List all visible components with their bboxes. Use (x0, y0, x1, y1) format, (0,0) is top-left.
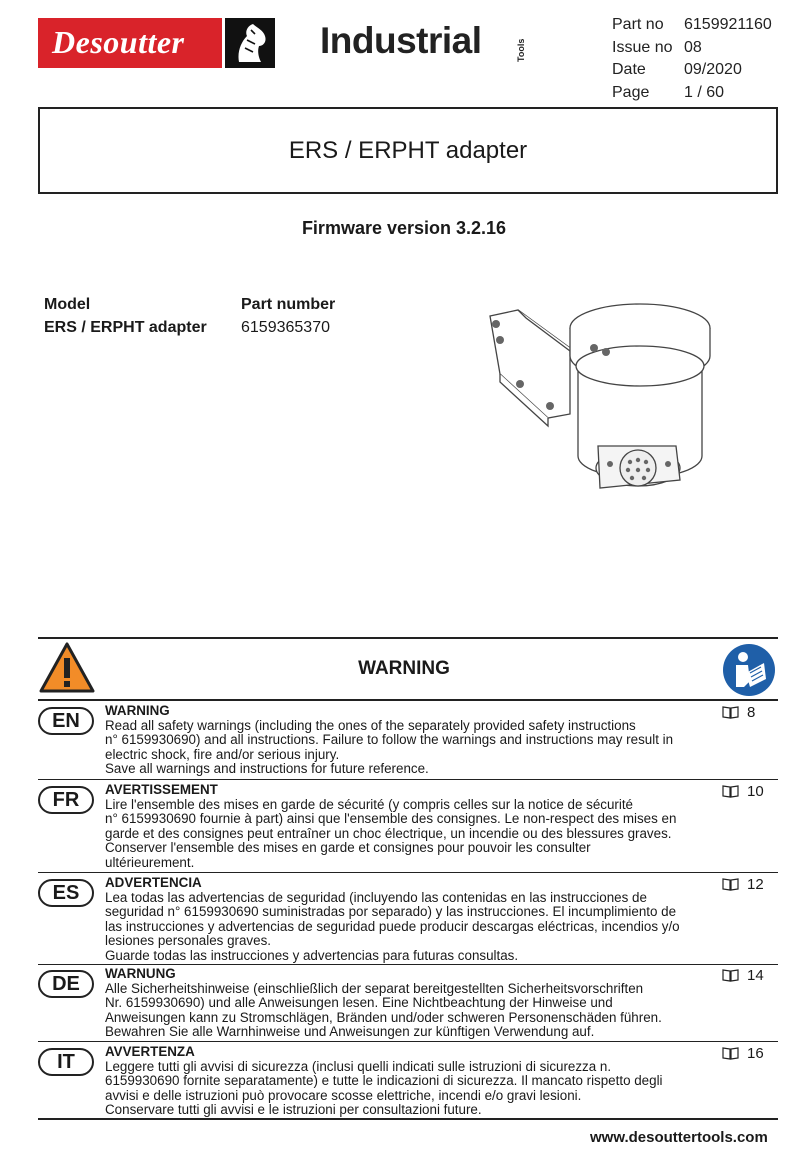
lang-code-badge: DE (38, 970, 94, 998)
product-line: Industrial (320, 20, 482, 61)
section-divider (38, 779, 778, 780)
book-icon (722, 706, 739, 719)
brand-name: Desoutter (52, 24, 185, 60)
lang-text: ADVERTENCIA Lea todas las advertencias de seguridad (incluyendo las contenidas en las instrucciones de seguridad n° 6159930690 suministradas por separado) y las instrucciones. El incumplimiento de las instrucciones y advertencias de seguridad puede producir descargas eléctricas, incendios y/o lesiones personales graves. Guarde todas las instrucciones y advertencias para futuras consultas. (105, 875, 680, 963)
lang-text: WARNUNG Alle Sicherheitshinweise (einschließlich der separat bereitgestellten Sicherheitsvorschriften Nr. 6159930690) und alle Anweisungen lesen. Eine Nichtbeachtung der Hinweise und Anweisungen kann zu Stromschlägen, Bränden und/oder schweren Personenschäden führen. Bewahren Sie alle Warnhinweise und Anweisungen zur künftigen Verwendung auf. (105, 966, 662, 1040)
page-reference[interactable]: 10 (722, 783, 764, 800)
meta-part-no: Part no 6159921160 (612, 16, 772, 33)
document-title: ERS / ERPHT adapter (38, 107, 778, 194)
section-divider (38, 1041, 778, 1042)
adapter-product-image (470, 296, 720, 511)
meta-page: Page 1 / 60 (612, 83, 725, 101)
part-number-header: Part number (241, 296, 336, 313)
lang-code-badge: EN (38, 707, 94, 735)
lang-code-badge: ES (38, 879, 94, 907)
lang-text: AVERTISSEMENT Lire l'ensemble des mises en garde de sécurité (y compris celles sur la notice de sécurité n° 6159930690 fournie à part) ainsi que l'ensemble des consignes. Le non-respect des mises en garde et des consignes peut entraîner un choc électrique, un incendie ou des blessures graves. Conserver l'ensemble des mises en garde et consignes pour pouvoir les consulter ultérieurement. (105, 782, 677, 870)
lang-text: WARNING Read all safety warnings (including the ones of the separately provided safety instructions n° 6159930690) and all instructions. Failure to follow the warnings and instructions may result in electric shock, fire and/or serious injury. Save all warnings and instructions for future reference. (105, 703, 674, 777)
document-meta (612, 14, 772, 104)
book-icon (722, 1047, 739, 1060)
meta-issue-no: Issue no 08 (612, 38, 702, 56)
page-reference[interactable]: 8 (722, 704, 755, 721)
website-link[interactable]: www.desouttertools.com (590, 1129, 768, 1146)
book-icon (722, 969, 739, 982)
read-manual-icon (722, 643, 776, 697)
part-number-value: 6159365370 (241, 319, 330, 336)
section-divider (38, 872, 778, 873)
horse-logo-icon (225, 18, 275, 68)
warning-title: WARNING (358, 658, 450, 679)
product-line-suffix: Tools (516, 38, 526, 62)
desoutter-logo (38, 18, 222, 68)
model-value: ERS / ERPHT adapter (44, 319, 207, 336)
warning-section-rule (38, 699, 778, 701)
footer-rule (38, 1118, 778, 1120)
firmware-version: Firmware version 3.2.16 (301, 218, 507, 238)
book-icon (722, 785, 739, 798)
section-divider (38, 964, 778, 965)
page-reference[interactable]: 14 (722, 967, 764, 984)
meta-date: Date 09/2020 (612, 61, 742, 78)
page-reference[interactable]: 16 (722, 1045, 764, 1062)
model-header: Model (44, 296, 91, 313)
page-reference[interactable]: 12 (722, 876, 764, 893)
lang-code-badge: FR (38, 786, 94, 814)
book-icon (722, 878, 739, 891)
lang-code-badge: IT (38, 1048, 94, 1076)
lang-text: AVVERTENZA Leggere tutti gli avvisi di sicurezza (inclusi quelli indicati sulle istruzioni di sicurezza n. 6159930690 fornite separatamente) e tutte le indicazioni di sicurezza. Il mancato rispetto degli avvisi e delle istruzioni può provocare scosse elettriche, incendi e/o gravi lesioni. Conservare tutti gli avvisi e le istruzioni per consultazioni future. (105, 1044, 663, 1118)
warning-top-rule (38, 637, 778, 639)
